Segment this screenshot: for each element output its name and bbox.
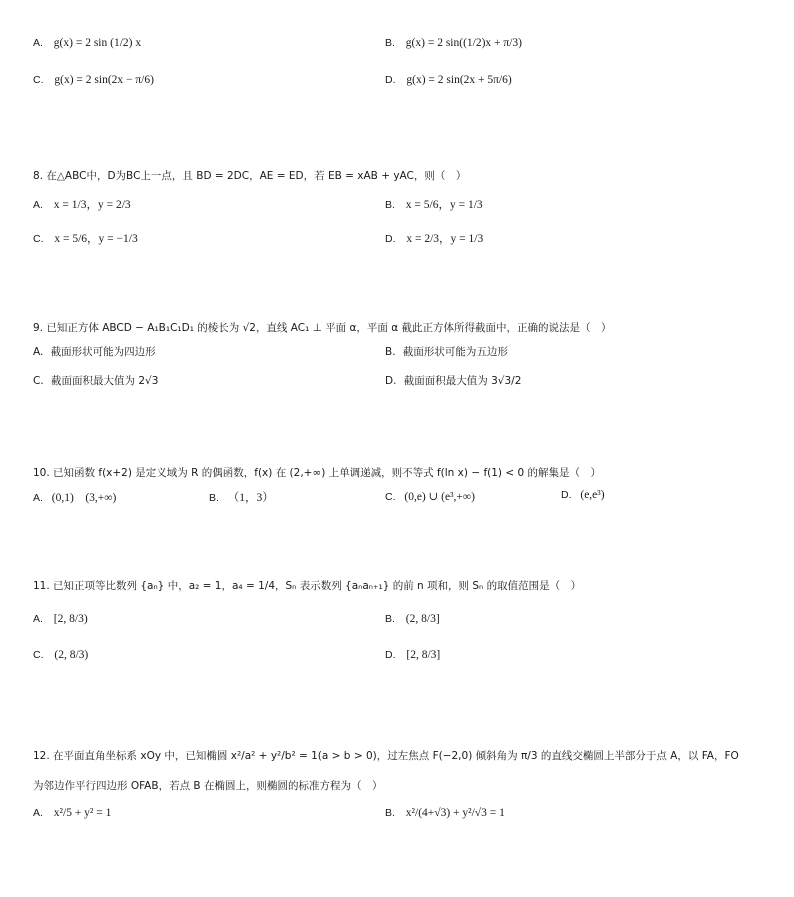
option-label: B. (385, 613, 395, 625)
option-label: C. (33, 649, 44, 661)
option-text: g(x) = 2 sin((1/2)x + π/3) (405, 37, 522, 49)
option-text: (0,e) ∪ (e³,+∞) (404, 491, 475, 503)
q8-option-c (33, 230, 138, 246)
option-text: 截面形状可能为五边形 (402, 346, 508, 358)
option-text: (0,1) (3,+∞) (51, 492, 117, 504)
option-text: x²/(4+√3) + y²/√3 = 1 (405, 807, 505, 819)
option-text: x = 5/6，y = 1/3 (405, 199, 483, 211)
option-label: D. (385, 649, 396, 661)
option-text: x²/5 + y² = 1 (53, 807, 112, 819)
option-label: A. (33, 199, 43, 211)
option-text: g(x) = 2 sin (1/2) x (53, 37, 142, 49)
option-text: (e,e³) (580, 489, 605, 501)
option-label: D. (385, 233, 396, 245)
q12-stem-line1: 12. 在平面直角坐标系 xOy 中，已知椭圆 x²/a² + y²/b² = 1(a > b > 0)，过左焦点 F(−2,0) 倾斜角为 π/3 的直线交椭圆上半部分于点 A，以 FA，FO (33, 750, 739, 762)
q10-option-c (385, 489, 475, 503)
q12-option-b (385, 807, 505, 819)
option-label: B. (385, 346, 396, 358)
q10-option-b (209, 489, 274, 505)
q10-option-a (33, 489, 116, 505)
q7-option-a (33, 37, 141, 49)
q11-option-c (33, 649, 88, 661)
q12-stem-line2: 为邻边作平行四边形 OFAB，若点 B 在椭圆上，则椭圆的标准方程为（ ） (33, 780, 383, 792)
q11-option-a (33, 613, 88, 625)
q8-option-b (385, 196, 483, 212)
option-text: (2, 8/3] (405, 613, 440, 625)
option-label: A. (33, 492, 43, 504)
option-text: [2, 8/3] (406, 649, 441, 661)
q7-option-d (385, 74, 512, 86)
q8-option-d (385, 230, 483, 246)
q11-option-b (385, 613, 440, 625)
option-text: x = 5/6，y = −1/3 (54, 233, 138, 245)
option-text: x = 1/3，y = 2/3 (53, 199, 131, 211)
q10-option-d (561, 489, 605, 501)
option-text: x = 2/3，y = 1/3 (406, 233, 484, 245)
option-text: g(x) = 2 sin(2x + 5π/6) (406, 74, 512, 86)
option-label: C. (385, 491, 396, 503)
option-label: A. (33, 37, 43, 49)
option-text: g(x) = 2 sin(2x − π/6) (54, 74, 154, 86)
q10-stem: 10. 已知函数 f(x+2) 是定义域为 R 的偶函数，f(x) 在 (2,+∞) 上单调递减，则不等式 f(ln x) − f(1) < 0 的解集是（ ） (33, 467, 602, 479)
option-text: 截面面积最大值为 2√3 (51, 375, 159, 387)
option-label: A. (33, 346, 44, 358)
option-text: [2, 8/3) (53, 613, 88, 625)
q9-option-d (385, 373, 521, 388)
option-label: B. (385, 807, 395, 819)
option-label: B. (385, 199, 395, 211)
option-label: D. (561, 489, 572, 501)
option-label: D. (385, 375, 397, 387)
q9-stem: 9. 已知正方体 ABCD − A₁B₁C₁D₁ 的棱长为 √2，直线 AC₁ ⊥ 平面 α，平面 α 截此正方体所得截面中，正确的说法是（ ） (33, 322, 612, 334)
option-label: A. (33, 613, 43, 625)
q9-option-b (385, 344, 508, 359)
option-label: C. (33, 74, 44, 86)
q8-option-a (33, 196, 131, 212)
q12-option-a (33, 807, 111, 819)
option-label: C. (33, 233, 44, 245)
option-label: C. (33, 375, 44, 387)
option-label: D. (385, 74, 396, 86)
option-label: B. (209, 492, 219, 504)
q8-stem: 8. 在△ABC中，D为BC上一点，且 BD = 2DC，AE = ED，若 EB = xAB + yAC，则（ ） (33, 170, 467, 182)
q11-option-d (385, 649, 440, 661)
option-label: A. (33, 807, 43, 819)
q9-option-a (33, 344, 156, 359)
q11-stem: 11. 已知正项等比数列 {aₙ} 中，a₂ = 1，a₄ = 1/4，Sₙ 表示数列 {aₙaₙ₊₁} 的前 n 项和，则 Sₙ 的取值范围是（ ） (33, 580, 582, 592)
q9-option-c (33, 373, 158, 388)
option-text: 截面形状可能为四边形 (50, 346, 156, 358)
option-text: 截面面积最大值为 3√3/2 (403, 375, 522, 387)
option-label: B. (385, 37, 395, 49)
option-text: （1，3） (227, 492, 274, 504)
q7-option-b (385, 37, 522, 49)
option-text: (2, 8/3) (54, 649, 89, 661)
q7-option-c (33, 74, 154, 86)
